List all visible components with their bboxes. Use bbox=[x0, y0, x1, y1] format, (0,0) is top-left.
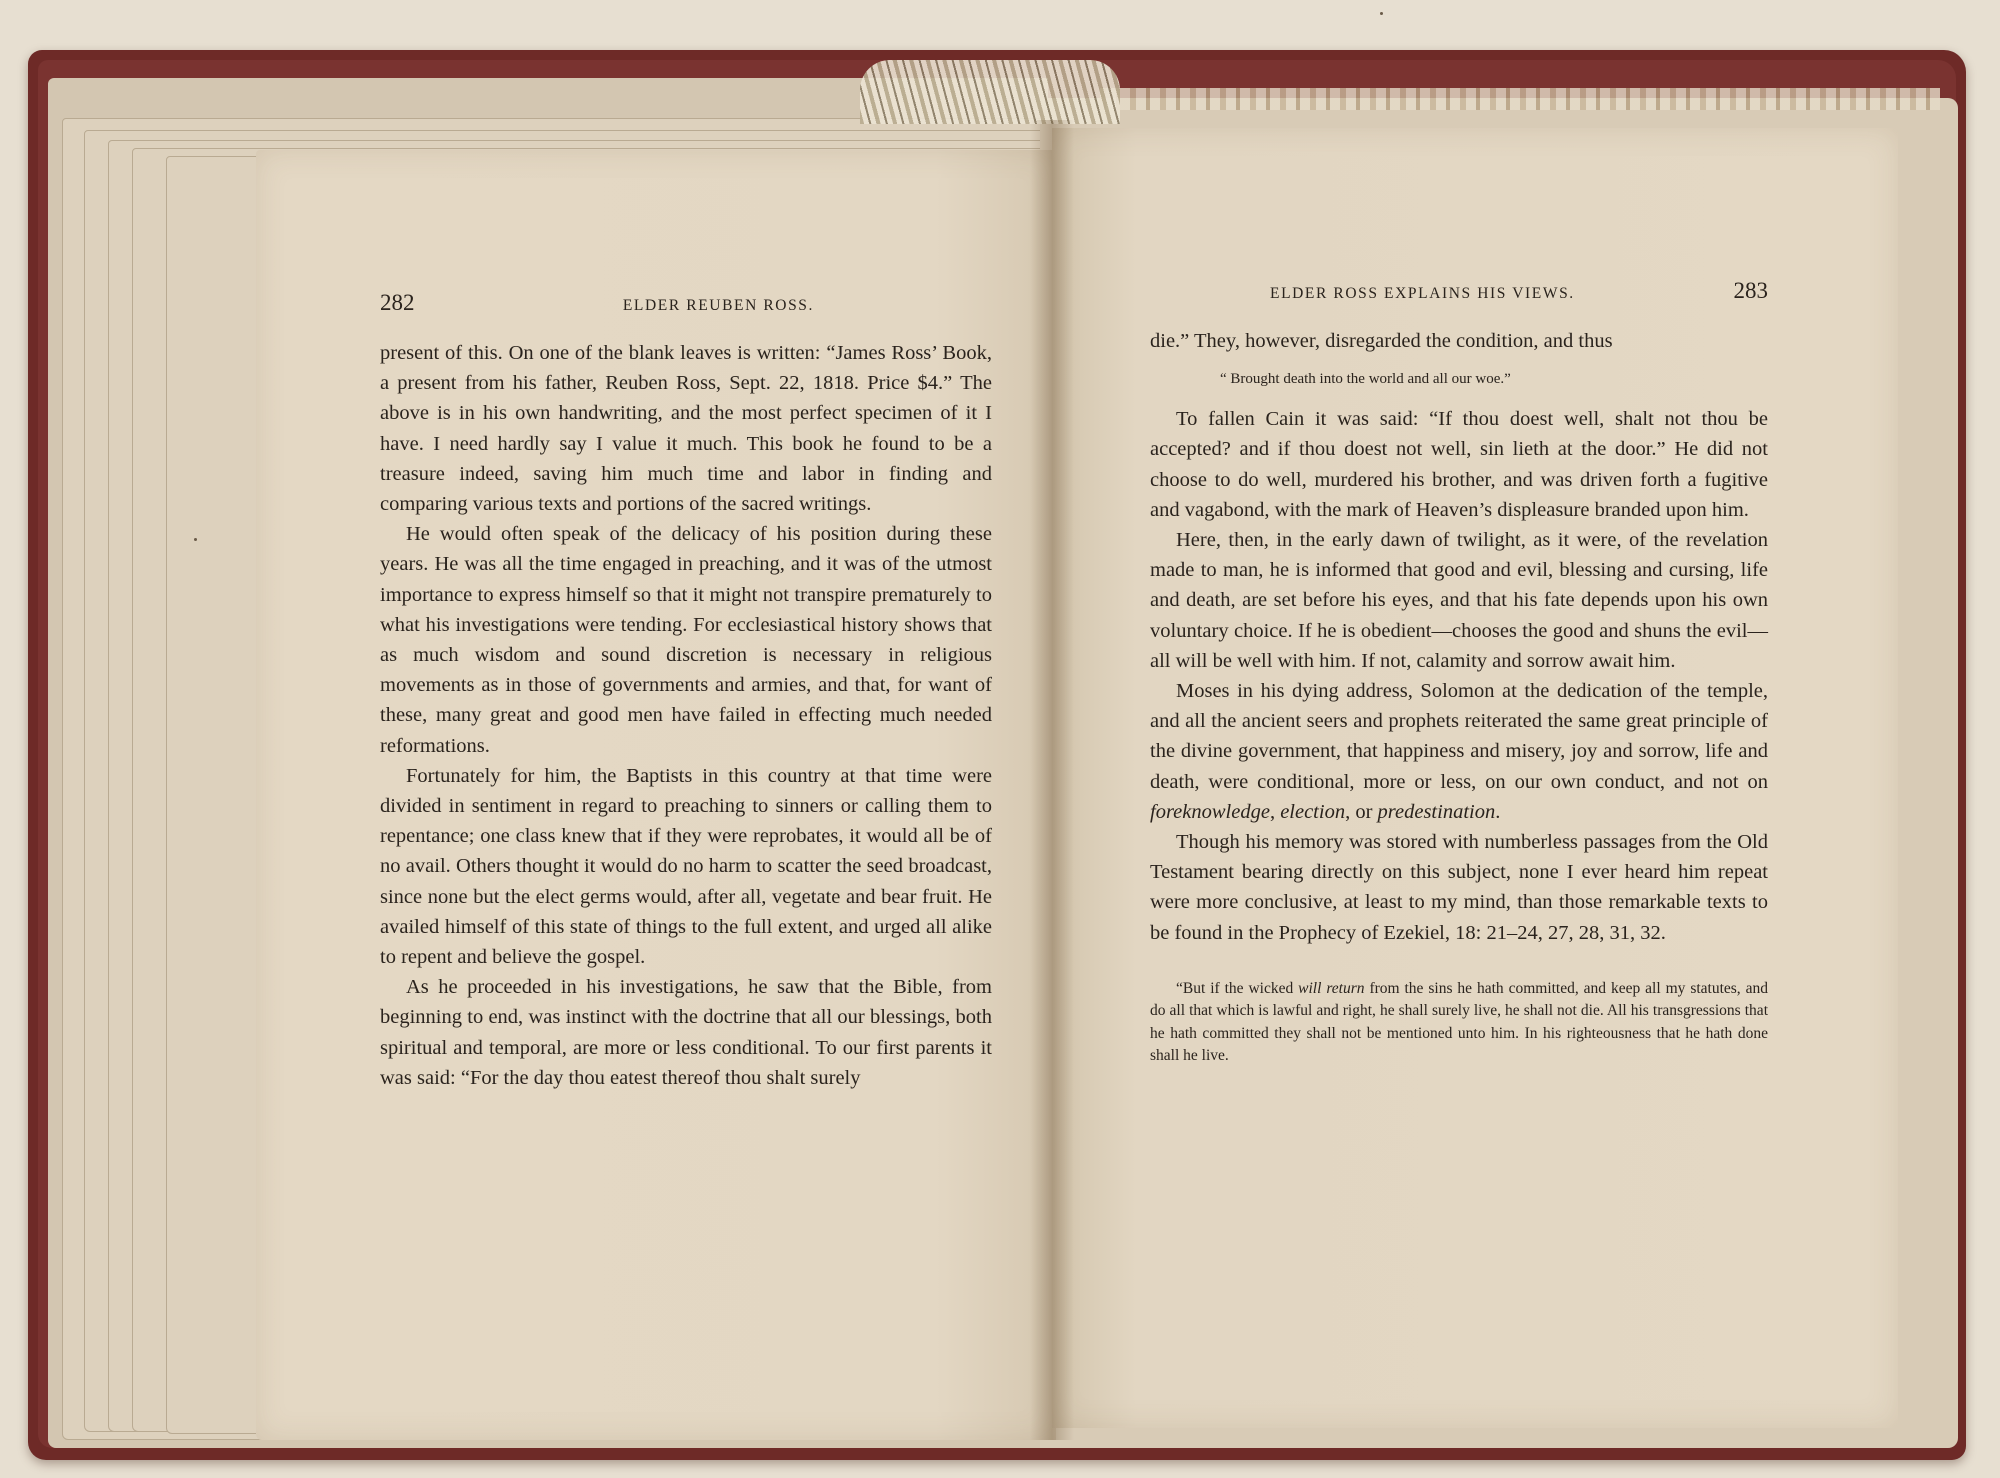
italic-term: foreknowledge bbox=[1150, 800, 1270, 823]
text-run: , bbox=[1269, 800, 1281, 823]
paragraph: Fortunately for him, the Baptists in this country at that time were divided in sentiment in regard to preaching to sinners or calling them to repentance; one class knew that if they were reprobates, it would all be of no avail. Others thought it would do no harm to scatter the seed broadcast, since none but the elect germs would, after all, vegetate and bear fruit. He availed himself of this state of things to the full extent, and urged all alike to repent and believe the gospel. bbox=[380, 764, 992, 969]
paragraph: Though his memory was stored with numberless passages from the Old Testament bearing directly on this subject, none I ever heard him repeat were more conclusive, at least to my mind, than those remarkable texts to be found in the Prophecy of Ezekiel, 18: 21–24, 27, 28, 31, 32. bbox=[1150, 831, 1768, 944]
text-run: “But if the wicked bbox=[1176, 979, 1299, 997]
paragraph: He would often speak of the delicacy of his position during these years. He was all the time engaged in preaching, and it was of the utmost importance to express himself so that it might not transpire prematurely to what his investigations were tending. For ecclesiastical history shows that as much wisdom and sound discretion is necessary in religious movements as in those of governments and armies, and that, for want of these, many great and good men have failed in effecting much needed reformations. bbox=[380, 523, 992, 757]
left-page-header bbox=[380, 290, 992, 316]
page-edge-pattern bbox=[1100, 88, 1940, 110]
continued-line: die.” They, however, disregarded the condition, and thus bbox=[1150, 330, 1613, 352]
text-run: Moses in his dying address, Solomon at the dedication of the temple, and all the ancient seers and prophets reiterated the same great principle of the divine government, that happiness and misery, joy and sorrow, life and death, were conditional, more or less, on our own conduct, and not on bbox=[1150, 680, 1768, 793]
text-run: from the sins he hath committed, and keep all my statutes, and do all that which is lawful and right, he shall surely live, he shall not die. All his transgressions that he hath committed they shall not be mentioned unto him. In his righteousness that he hath done shall he live. bbox=[1150, 979, 1768, 1065]
paper-speck bbox=[1380, 12, 1383, 15]
scripture-quote bbox=[1150, 978, 1768, 1068]
running-head: ELDER ROSS EXPLAINS HIS VIEWS. bbox=[1270, 285, 1575, 302]
page-number: 282 bbox=[380, 290, 415, 315]
book-gutter bbox=[1030, 120, 1074, 1440]
right-page-header bbox=[1150, 278, 1768, 304]
paragraph: present of this. On one of the blank leaves is written: “James Ross’ Book, a present from his father, Reuben Ross, Sept. 22, 1818. Price $4.” The above is in his own handwriting, and the most perfect specimen of it I have. I need hardly say I value it much. This book he found to be a treasure indeed, saving him much time and labor in finding and comparing various texts and portions of the sacred writings. bbox=[380, 342, 992, 516]
italic-term: election bbox=[1280, 800, 1346, 823]
paragraph bbox=[1150, 676, 1768, 827]
block-quote: “ Brought death into the world and all our woe.” bbox=[1220, 371, 1511, 388]
page-number: 283 bbox=[1733, 278, 1768, 303]
italic-term: will return bbox=[1298, 979, 1365, 997]
paper-speck bbox=[194, 538, 197, 541]
paragraph: As he proceeded in his investigations, he saw that the Bible, from beginning to end, was instinct with the doctrine that all our blessings, both spiritual and temporal, are more or less conditional. To our first parents it was said: “For the day thou eatest thereof thou shalt surely bbox=[380, 976, 992, 1089]
left-page-text bbox=[380, 290, 992, 1093]
spine-binding bbox=[860, 60, 1120, 124]
paragraph: To fallen Cain it was said: “If thou doest well, shalt not thou be accepted? and if thou doest not well, sin lieth at the door.” He did not choose to do well, murdered his brother, and was driven forth a fugitive and vagabond, with the mark of Heaven’s displeasure branded upon him. bbox=[1150, 408, 1768, 521]
text-run: . bbox=[1495, 800, 1501, 823]
right-page-text bbox=[1150, 278, 1768, 1068]
italic-term: predestination bbox=[1377, 800, 1496, 823]
running-head: ELDER REUBEN ROSS. bbox=[622, 297, 814, 314]
paragraph: Here, then, in the early dawn of twilight, as it were, of the revelation made to man, he is informed that good and evil, blessing and cursing, life and death, are set before his eyes, and that his fate depends upon his own voluntary choice. If he is obedient—chooses the good and shuns the evil—all will be well with him. If not, calamity and sorrow await him. bbox=[1150, 529, 1768, 672]
text-run: , or bbox=[1345, 800, 1378, 823]
